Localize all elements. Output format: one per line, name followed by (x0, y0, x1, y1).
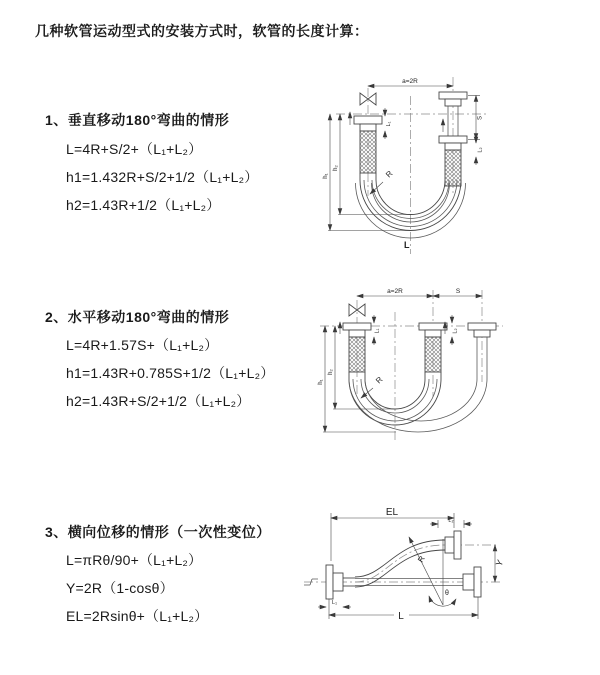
dim-label-s: S (455, 288, 461, 295)
dim-label-a2r: a=2R (402, 78, 418, 85)
dimension-a2r (368, 78, 453, 86)
horizontal-180-bend-diagram (308, 282, 600, 464)
centerlines (320, 290, 503, 442)
section2-heading: 2、水平移动180°弯曲的情形 (45, 309, 230, 325)
dimension-l2 (452, 315, 459, 345)
angle-label: θ (445, 590, 449, 597)
dim-label-h1: h₁ (318, 379, 324, 385)
section3-heading: 3、横向位移的情形（一次性变位） (45, 524, 271, 540)
vertical-180-bend-diagram (308, 68, 593, 263)
formula-line: L=πRθ/90+（L₁+L₂） (66, 552, 203, 568)
dimension-l (329, 597, 478, 622)
formula-line: h1=1.432R+S/2+1/2（L₁+L₂） (66, 169, 259, 185)
page-title: 几种软管运动型式的安装方式时，软管的长度计算： (35, 23, 369, 39)
dimension-l1 (385, 108, 392, 139)
dim-label-s: S (477, 115, 484, 121)
dim-label-l1: L₁ (374, 328, 381, 334)
radius-label: R (384, 168, 395, 180)
left-pipe (343, 323, 371, 372)
dim-label-l1: L₁ (386, 121, 392, 127)
dim-label-el: EL (385, 507, 399, 518)
right-pipe (439, 92, 467, 186)
dimension-l1 (374, 315, 381, 345)
dimension-el (331, 507, 454, 561)
dimension-l2 (430, 518, 472, 528)
section1-heading: 1、垂直移动180°弯曲的情形 (45, 112, 230, 128)
formula-line: h2=1.43R+1/2（L₁+L₂） (66, 197, 221, 213)
centerlines (336, 77, 486, 254)
dim-label-h2: h₂ (328, 369, 334, 375)
dim-label-bottom-l: L (404, 240, 410, 250)
dim-label-l2: L₂ (448, 518, 454, 524)
formula-line: EL=2Rsinθ+（L₁+L₂） (66, 608, 209, 624)
dimension-l1 (318, 600, 351, 607)
dimension-y (494, 545, 506, 582)
dim-label-h2: h₂ (333, 165, 339, 171)
middle-pipe (419, 323, 447, 372)
formula-line: L=4R+1.57S+（L₁+L₂） (66, 337, 219, 353)
dim-label-l2: L₂ (477, 147, 484, 153)
dim-label-l1: L₁ (332, 600, 337, 606)
radius-label: R (416, 554, 427, 565)
formula-line: Y=2R（1-cosθ） (66, 580, 174, 596)
lateral-displacement-diagram (298, 503, 600, 651)
radius-label: R (374, 374, 385, 386)
dim-label-h1: h₁ (323, 173, 329, 179)
dim-label-a2r: a=2R (387, 288, 403, 295)
dim-label-l2: L₂ (452, 328, 459, 334)
formula-line: L=4R+S/2+（L₁+L₂） (66, 141, 203, 157)
dim-label-l: L (398, 611, 404, 622)
formula-line: h2=1.43R+S/2+1/2（L₁+L₂） (66, 393, 251, 409)
hose-u-bend (349, 372, 487, 432)
dimension-s (468, 96, 484, 140)
dimension-s (433, 288, 482, 296)
formula-line: h1=1.43R+0.785S+1/2（L₁+L₂） (66, 365, 275, 381)
left-pipe (354, 116, 382, 173)
dimension-a2r (357, 288, 433, 296)
dim-label-y: Y (493, 558, 506, 568)
